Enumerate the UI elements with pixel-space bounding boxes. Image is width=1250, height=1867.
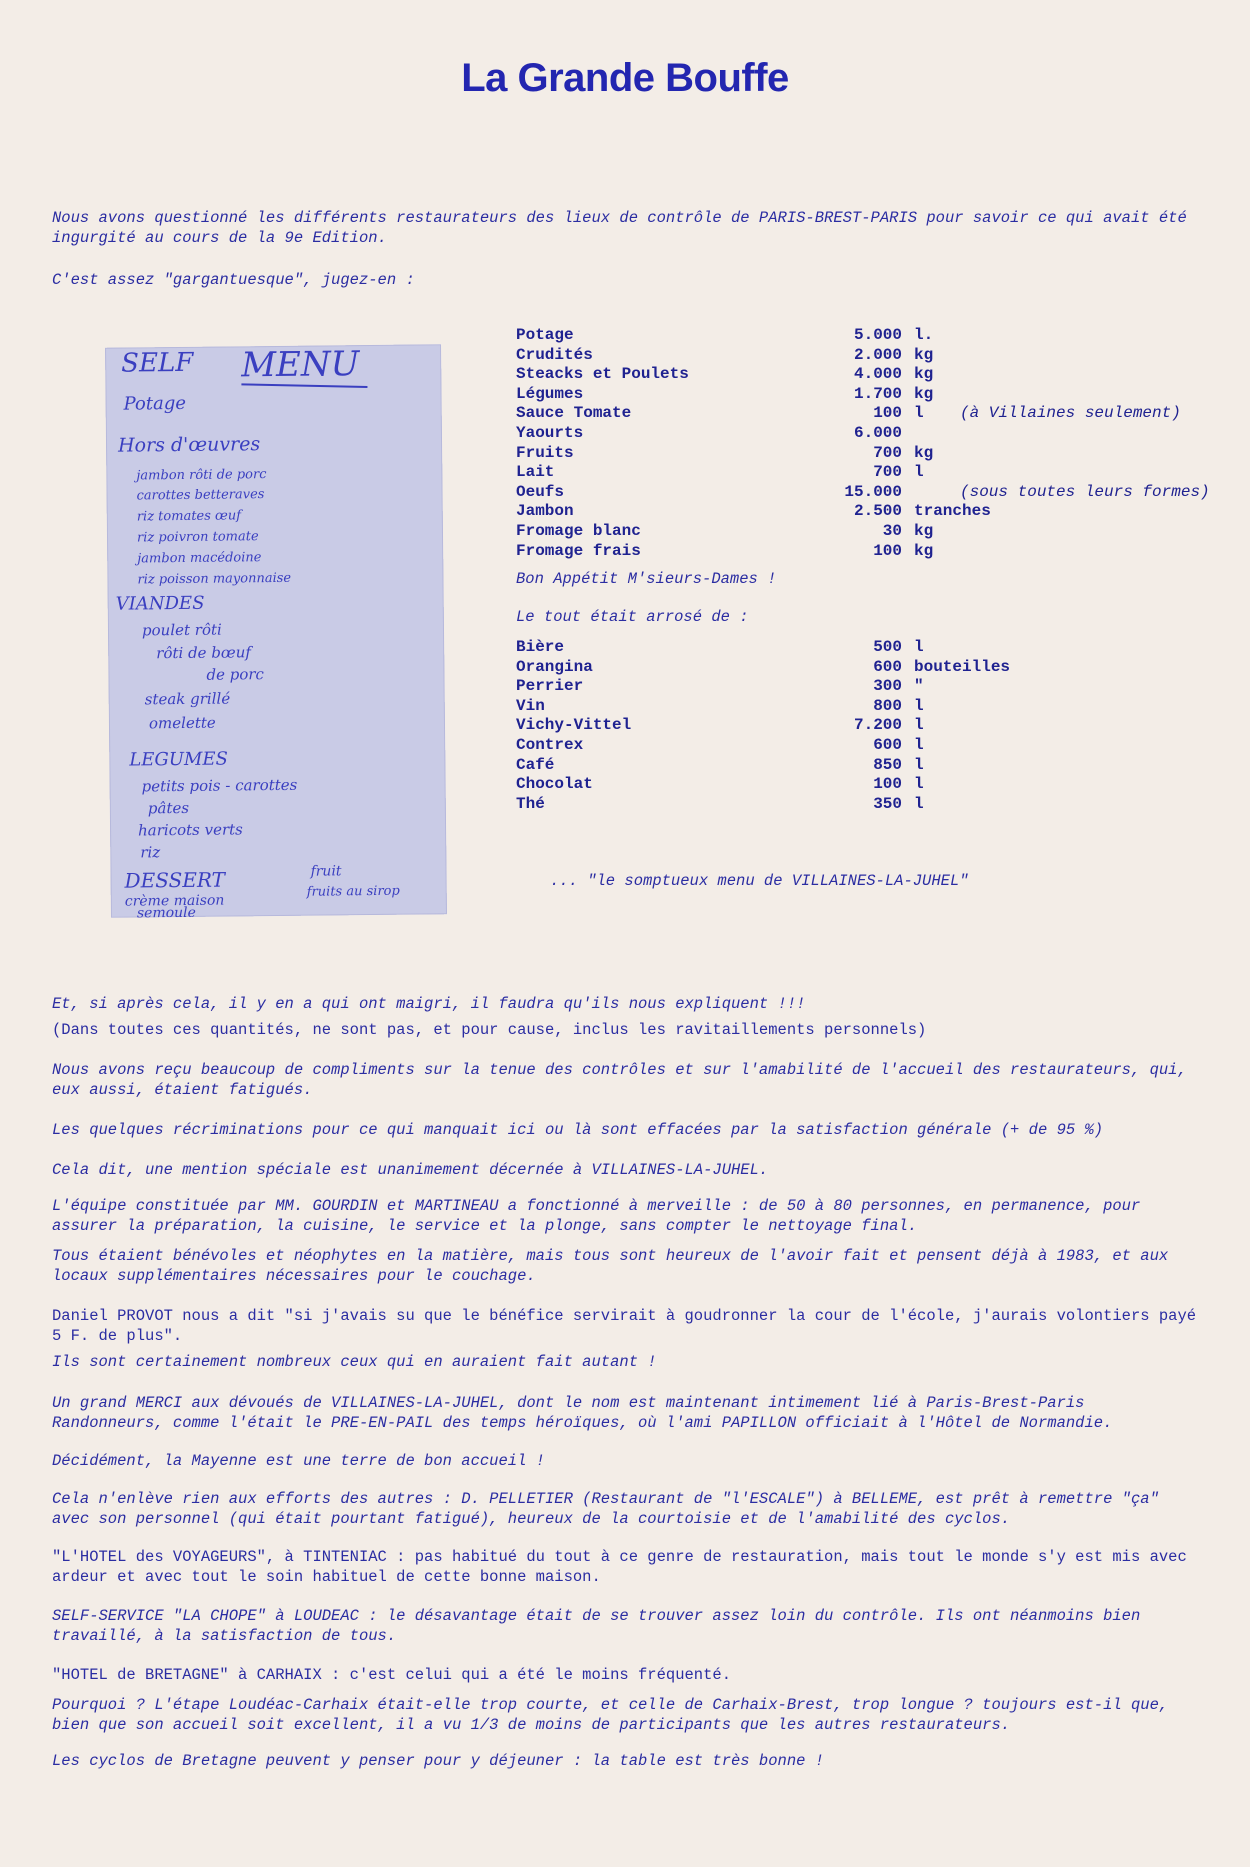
drinks-heading: Le tout était arrosé de : bbox=[516, 608, 749, 626]
food-unit: kg bbox=[914, 365, 934, 384]
fruit-item: fruit bbox=[310, 863, 342, 880]
menu-caption: ... "le somptueux menu de VILLAINES-LA-JUHEL" bbox=[550, 872, 969, 890]
food-unit: tranches bbox=[914, 502, 991, 521]
food-unit: l. bbox=[914, 326, 934, 344]
drink-unit: l bbox=[914, 794, 924, 813]
legume-item: petits pois - carottes bbox=[141, 775, 298, 796]
food-unit: kg bbox=[914, 384, 934, 403]
intro-line: C'est assez "gargantuesque", jugez-en : bbox=[52, 271, 415, 289]
food-qty: 4.000 bbox=[853, 365, 902, 384]
body-paragraph: "HOTEL de BRETAGNE" à CARHAIX : c'est celui qui a été le moins fréquenté. bbox=[52, 1666, 732, 1684]
food-item: Potage bbox=[516, 326, 574, 344]
food-qty: 100 bbox=[873, 541, 902, 560]
drink-item: Perrier bbox=[516, 677, 584, 696]
food-item: Oeufs bbox=[516, 482, 565, 501]
fruit-item: fruits au sirop bbox=[306, 883, 400, 900]
body-paragraph: Et, si après cela, il y en a qui ont maigri, il faudra qu'ils nous expliquent !!! bbox=[52, 995, 806, 1013]
drink-item: Bière bbox=[516, 638, 565, 656]
food-item: Jambon bbox=[516, 502, 574, 521]
dessert-item: semoule bbox=[136, 904, 196, 918]
drink-qty: 500 bbox=[873, 638, 902, 656]
legume-item: riz bbox=[140, 843, 161, 862]
menu-card-self: SELF bbox=[121, 347, 194, 379]
menu-card-potage: Potage bbox=[123, 392, 187, 415]
drink-unit: l bbox=[914, 716, 924, 735]
body-paragraph: "L'HOTEL des VOYAGEURS", à TINTENIAC : pas habitué du tout à ce genre de restauration, mais tout le monde s'y est mis avec ardeur et avec tout le soin habituel de cette bonne maison. bbox=[52, 1548, 1187, 1586]
drink-item: Thé bbox=[516, 794, 545, 813]
food-item: Fromage blanc bbox=[516, 521, 641, 540]
food-qty: 700 bbox=[873, 443, 902, 462]
food-qty: 6.000 bbox=[853, 423, 902, 442]
hors-item: carottes betteraves bbox=[136, 487, 265, 504]
body-paragraph: Un grand MERCI aux dévoués de VILLAINES-LA-JUHEL, dont le nom est maintenant intimement lié à Paris-Brest-Paris Randonneurs, comme l'était le PRE-EN-PAIL des temps héroïques, où l'ami PAPILLON officiait à l'Hôtel de Normandie. bbox=[52, 1394, 1113, 1432]
viande-items bbox=[142, 620, 265, 732]
drink-unit: l bbox=[914, 735, 924, 754]
drink-qty: 350 bbox=[873, 794, 902, 813]
menu-card-photo bbox=[105, 344, 447, 917]
food-qty: 2.000 bbox=[853, 345, 902, 364]
food-qty: 1.700 bbox=[853, 384, 902, 403]
page-title: La Grande Bouffe bbox=[461, 56, 789, 100]
food-item: Sauce Tomate bbox=[516, 404, 632, 423]
drink-qty: 600 bbox=[873, 657, 902, 676]
food-item: Lait bbox=[516, 463, 555, 482]
food-qty: 5.000 bbox=[853, 326, 902, 344]
viande-item: steak grillé bbox=[144, 689, 231, 709]
drink-qty: 7.200 bbox=[853, 716, 902, 735]
body-paragraph: Les cyclos de Bretagne peuvent y penser pour y déjeuner : la table est très bonne ! bbox=[52, 1752, 825, 1770]
food-unit: kg bbox=[914, 541, 934, 560]
drink-unit: " bbox=[914, 677, 924, 696]
body-paragraph: Daniel PROVOT nous a dit "si j'avais su que le bénéfice servirait à goudronner la cour de l'école, j'aurais volontiers payé 5 F. de plus". bbox=[52, 1307, 1197, 1345]
food-qty: 700 bbox=[873, 463, 902, 482]
drink-item: Café bbox=[516, 755, 555, 774]
menu-card-dessert: DESSERT bbox=[124, 867, 226, 893]
hors-item: riz poivron tomate bbox=[136, 529, 259, 546]
food-unit: l bbox=[914, 404, 924, 423]
drink-qty: 300 bbox=[873, 677, 902, 696]
body-paragraph: SELF-SERVICE "LA CHOPE" à LOUDEAC : le désavantage était de se trouver assez loin du contrôle. Ils ont néanmoins bien travaillé, à la satisfaction de tous. bbox=[52, 1607, 1141, 1645]
food-unit: l bbox=[914, 463, 924, 482]
drink-unit: l bbox=[914, 638, 924, 656]
body-paragraph: (Dans toutes ces quantités, ne sont pas, et pour cause, inclus les ravitaillements personnels) bbox=[52, 1021, 927, 1039]
intro-paragraph: Nous avons questionné les différents restaurateurs des lieux de contrôle de PARIS-BREST-PARIS pour savoir ce qui avait été ingurgité au cours de la 9e Edition. bbox=[52, 209, 1187, 247]
body-paragraph: L'équipe constituée par MM. GOURDIN et MARTINEAU a fonctionné à merveille : de 50 à 80 personnes, en permanence, pour assurer la préparation, la cuisine, le service et la plonge, sans compter le nettoyage final. bbox=[52, 1197, 1141, 1235]
drink-unit: l bbox=[914, 775, 924, 794]
menu-card-drawing bbox=[105, 344, 447, 917]
body-paragraph: Cela dit, une mention spéciale est unanimement décernée à VILLAINES-LA-JUHEL. bbox=[52, 1161, 769, 1179]
body-paragraph: Ils sont certainement nombreux ceux qui en auraient fait autant ! bbox=[52, 1353, 657, 1371]
drink-unit: bouteilles bbox=[914, 657, 1011, 676]
viande-item: omelette bbox=[148, 713, 216, 733]
hors-item: riz tomates œuf bbox=[136, 508, 242, 525]
food-item: Crudités bbox=[516, 345, 593, 364]
drink-unit: l bbox=[914, 696, 924, 715]
hors-item: jambon macédoine bbox=[137, 550, 262, 567]
food-item: Légumes bbox=[516, 384, 584, 403]
drink-item: Orangina bbox=[516, 657, 593, 676]
menu-card-menu: MENU bbox=[241, 344, 360, 386]
food-qty: 2.500 bbox=[853, 502, 902, 521]
menu-card-viandes: VIANDES bbox=[115, 592, 205, 615]
body-paragraph: Cela n'enlève rien aux efforts des autres : D. PELLETIER (Restaurant de "l'ESCALE") à BELLEME, est prêt à remettre "ça" avec son personnel (qui était pourtant fatigué), heureux de la courtoisie et de l'amabilité des cyclos. bbox=[52, 1490, 1159, 1528]
legume-item: haricots verts bbox=[137, 820, 243, 840]
body-paragraph: Tous étaient bénévoles et néophytes en la matière, mais tous sont heureux de l'avoir fait et pensent déjà à 1983, et aux locaux supplémentaires nécessaires pour le couchage. bbox=[52, 1247, 1169, 1285]
food-item: Yaourts bbox=[516, 423, 584, 442]
drink-qty: 850 bbox=[873, 755, 902, 774]
hors-items bbox=[133, 467, 291, 588]
drink-qty: 800 bbox=[873, 696, 902, 715]
food-item: Fromage frais bbox=[516, 541, 641, 560]
food-unit: kg bbox=[914, 345, 934, 364]
drink-qty: 600 bbox=[873, 735, 902, 754]
drink-item: Contrex bbox=[516, 735, 584, 754]
drink-item: Chocolat bbox=[516, 775, 593, 794]
drink-item: Vichy-Vittel bbox=[516, 716, 632, 735]
food-item: Steacks et Poulets bbox=[516, 365, 689, 384]
body-paragraph: Nous avons reçu beaucoup de compliments sur la tenue des contrôles et sur l'amabilité de l'accueil des restaurateurs, qui, eux aussi, étaient fatigués. bbox=[52, 1061, 1187, 1099]
body-paragraph: Les quelques récriminations pour ce qui manquait ici ou là sont effacées par la satisfaction générale (+ de 95 %) bbox=[52, 1121, 1104, 1139]
legume-items bbox=[138, 776, 299, 862]
menu-card-hors: Hors d'œuvres bbox=[117, 433, 261, 457]
drink-item: Vin bbox=[516, 696, 545, 715]
food-unit: kg bbox=[914, 443, 934, 462]
body-paragraph: Décidément, la Mayenne est une terre de bon accueil ! bbox=[52, 1452, 545, 1470]
menu-card-legumes: LEGUMES bbox=[129, 748, 228, 771]
body-paragraph: Pourquoi ? L'étape Loudéac-Carhaix était-elle trop courte, et celle de Carhaix-Brest, trop longue ? toujours est-il que, bien que son accueil soit excellent, il a vu 1/3 de moins de participants que les autres restaurateurs. bbox=[52, 1696, 1169, 1734]
food-item: Fruits bbox=[516, 443, 574, 462]
food-note: (à Villaines seulement) bbox=[960, 404, 1181, 423]
viande-item: poulet rôti bbox=[141, 620, 222, 640]
drink-qty: 100 bbox=[873, 775, 902, 794]
food-note: (sous toutes leurs formes) bbox=[960, 482, 1210, 501]
viande-item: rôti de bœuf bbox=[156, 643, 252, 663]
hors-item: jambon rôti de porc bbox=[136, 467, 267, 484]
food-unit: kg bbox=[914, 521, 934, 540]
dessert-item: crème maison bbox=[124, 892, 225, 910]
food-qty: 30 bbox=[882, 521, 902, 540]
hors-item: riz poisson mayonnaise bbox=[137, 570, 292, 588]
drink-unit: l bbox=[914, 755, 924, 774]
bon-appetit: Bon Appétit M'sieurs-Dames ! bbox=[516, 570, 777, 588]
legume-item: pâtes bbox=[147, 798, 190, 818]
viande-item: de porc bbox=[206, 665, 264, 684]
food-qty: 15.000 bbox=[844, 482, 902, 501]
food-qty: 100 bbox=[873, 404, 902, 423]
